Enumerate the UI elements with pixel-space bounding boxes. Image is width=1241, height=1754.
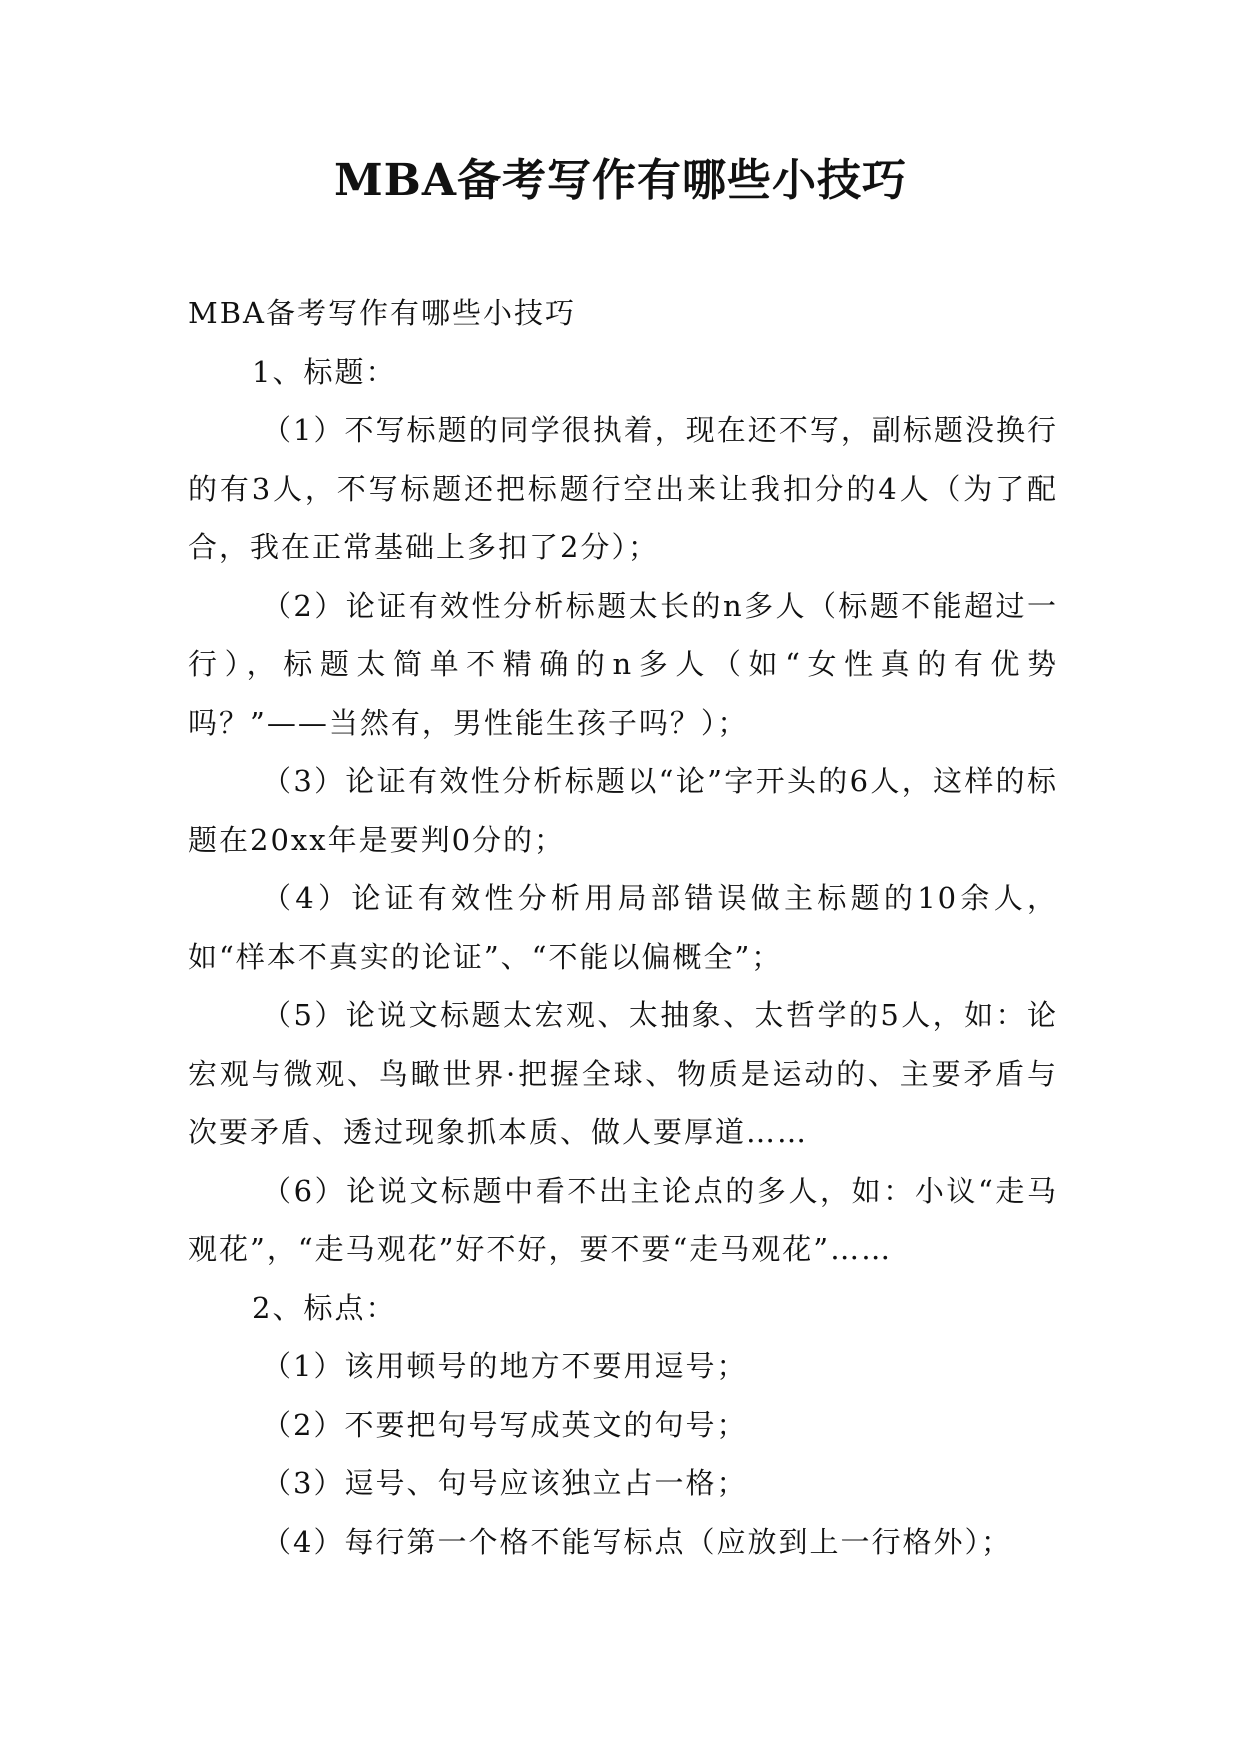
paragraph: （1）该用顿号的地方不要用逗号；: [262, 1349, 748, 1383]
paragraph: （4）每行第一个格不能写标点（应放到上一行格外）；: [262, 1524, 1012, 1559]
paragraph: （3）论证有效性分析标题以“论”字开头的6人，这样的标题在20xx年是要判0分的；: [188, 764, 1058, 857]
paragraph: （2）论证有效性分析标题太长的n多人（标题不能超过一行），标题太简单不精确的n多人（如“女性真的有优势吗？”——当然有，男性能生孩子吗？）；: [188, 588, 1058, 740]
paragraph: （4）论证有效性分析用局部错误做主标题的10余人，如“样本不真实的论证”、“不能以偏概全”；: [188, 881, 1058, 974]
paragraph: （6）论说文标题中看不出主论点的多人，如：小议“走马观花”，“走马观花”好不好，要不要“走马观花”……: [188, 1173, 1058, 1266]
document-body: [188, 284, 1058, 1571]
paragraph: （1）不写标题的同学很执着，现在还不写，副标题没换行的有3人，不写标题还把标题行空出来让我扣分的4人（为了配合，我在正常基础上多扣了2分）；: [188, 413, 1058, 564]
section-heading-punctuation: 2、标点：: [252, 1290, 397, 1325]
paragraph: （2）不要把句号写成英文的句号；: [262, 1407, 748, 1442]
document-title: MBA备考写作有哪些小技巧: [333, 155, 908, 206]
document-subtitle: MBA备考写作有哪些小技巧: [188, 296, 576, 330]
paragraph: （3）逗号、句号应该独立占一格；: [262, 1466, 748, 1500]
section-heading-title: 1、标题：: [252, 354, 397, 389]
paragraph: （5）论说文标题太宏观、太抽象、太哲学的5人，如：论宏观与微观、鸟瞰世界·把握全球、物质是运动的、主要矛盾与次要矛盾、透过现象抓本质、做人要厚道……: [188, 998, 1058, 1149]
